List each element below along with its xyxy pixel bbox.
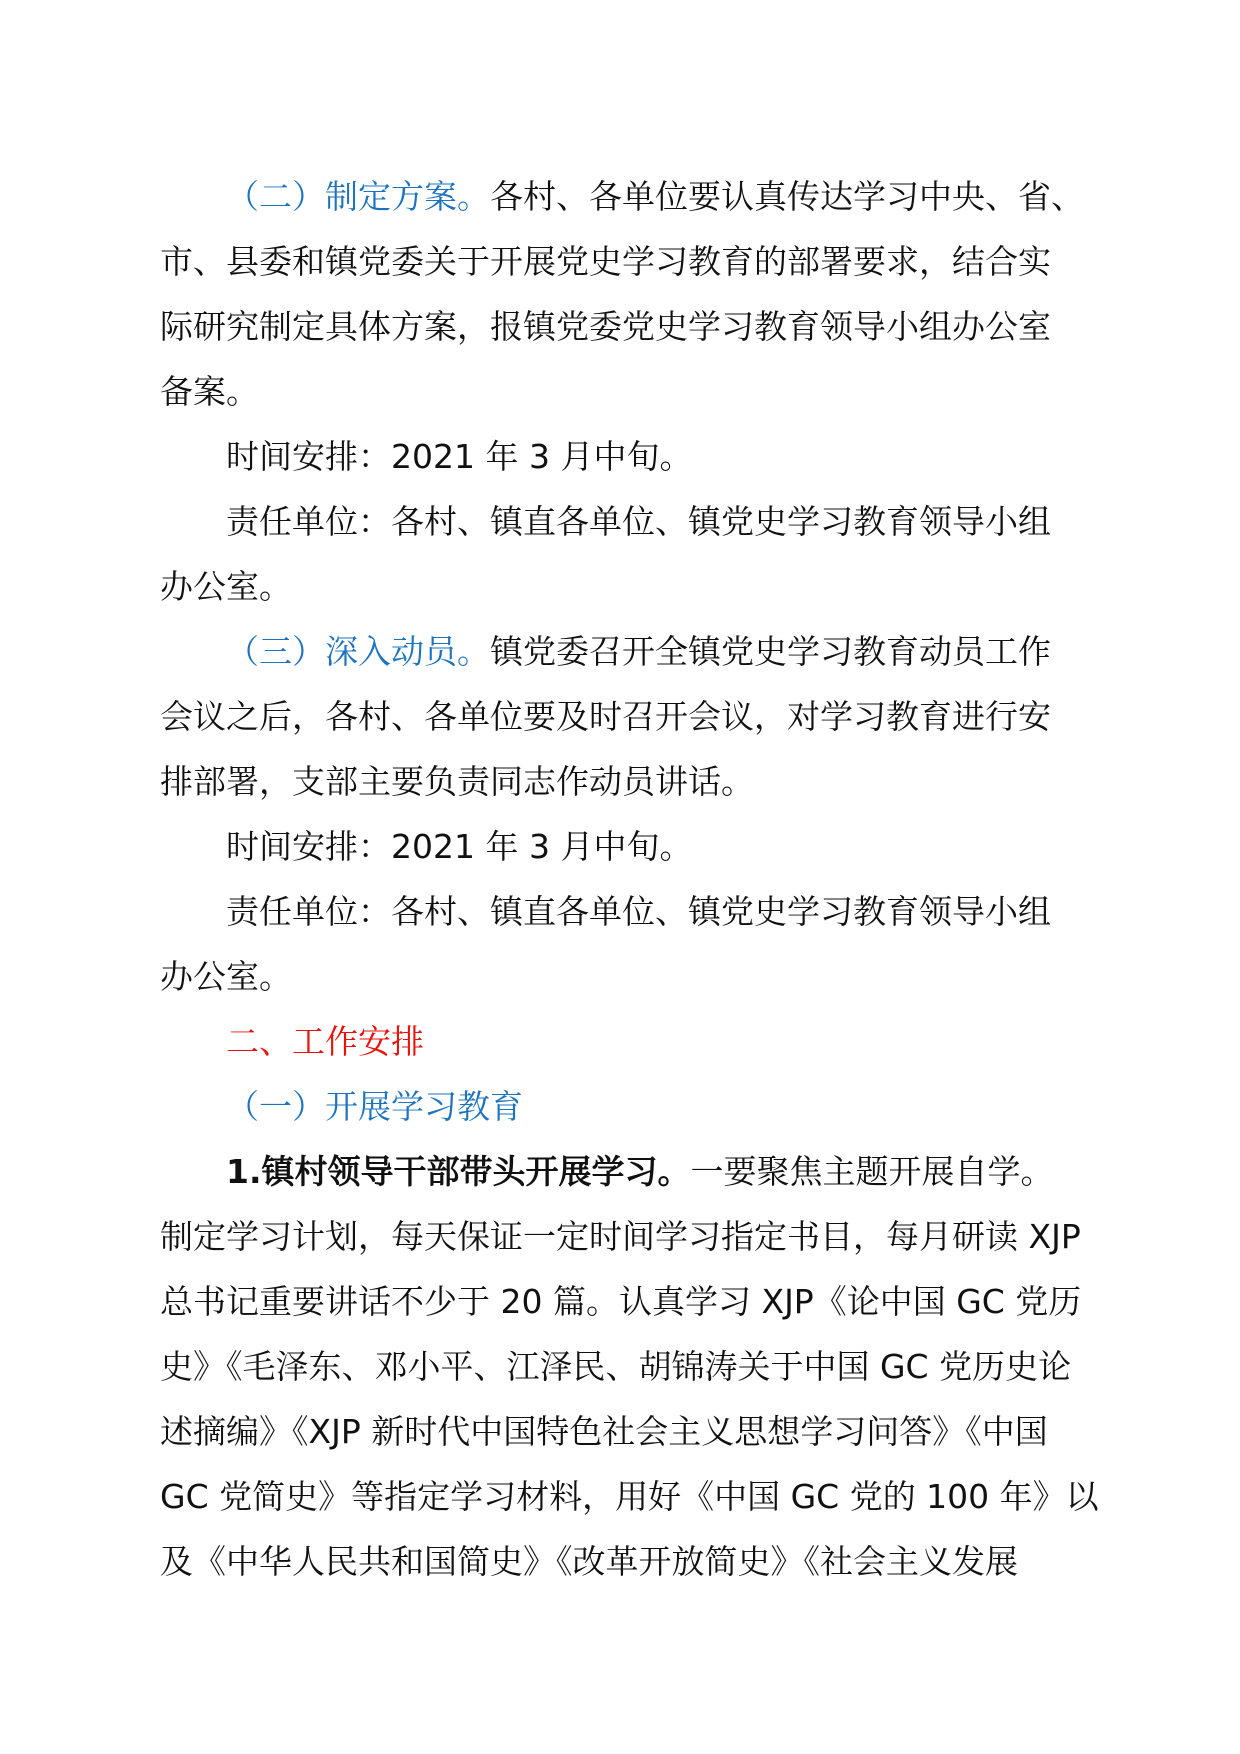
time-arrangement: 时间安排：2021 年 3 月中旬。 (226, 437, 693, 476)
subheading-study-education: （一）开展学习教育 (226, 1087, 523, 1126)
section-heading-work-arrangement: 二、工作安排 (226, 1022, 424, 1061)
paragraph-line (160, 164, 1100, 229)
paragraph-line: 备案。 (160, 372, 259, 411)
paragraph-line: 制定学习计划，每天保证一定时间学习指定书目，每月研读 XJP (160, 1217, 1081, 1256)
responsible-unit: 责任单位：各村、镇直各单位、镇党史学习教育领导小组 (226, 502, 1051, 541)
responsible-unit-cont: 办公室。 (160, 567, 292, 606)
paragraph-text: 各村、各单位要认真传达学习中央、省、 (490, 177, 1084, 216)
document-page (160, 164, 1100, 1594)
time-arrangement: 时间安排：2021 年 3 月中旬。 (226, 827, 693, 866)
paragraph-line: 市、县委和镇党委关于开展党史学习教育的部署要求，结合实 (160, 242, 1051, 281)
paragraph-line: 史》《毛泽东、邓小平、江泽民、胡锦涛关于中国 GC 党历史论 (160, 1347, 1072, 1386)
paragraph-line: 总书记重要讲话不少于 20 篇。认真学习 XJP《论中国 GC 党历 (160, 1282, 1082, 1321)
subheading-mobilize: （三）深入动员。 (226, 632, 490, 671)
paragraph-line: 会议之后，各村、各单位要及时召开会议，对学习教育进行安 (160, 697, 1051, 736)
paragraph-line: 述摘编》《XJP 新时代中国特色社会主义思想学习问答》《中国 (160, 1412, 1048, 1451)
paragraph-line: GC 党简史》等指定学习材料，用好《中国 GC 党的 100 年》以 (160, 1477, 1099, 1516)
item-heading-leaders-study: 1.镇村领导干部带头开展学习。 (226, 1152, 691, 1191)
responsible-unit: 责任单位：各村、镇直各单位、镇党史学习教育领导小组 (226, 892, 1051, 931)
paragraph-line (160, 619, 1100, 684)
paragraph-line: 排部署，支部主要负责同志作动员讲话。 (160, 762, 754, 801)
paragraph-line (160, 1139, 1100, 1204)
paragraph-text: 镇党委召开全镇党史学习教育动员工作 (490, 632, 1051, 671)
paragraph-text: 一要聚焦主题开展自学。 (690, 1152, 1054, 1191)
paragraph-line: 及《中华人民共和国简史》《改革开放简史》《社会主义发展 (160, 1542, 1018, 1581)
paragraph-line: 际研究制定具体方案，报镇党委党史学习教育领导小组办公室 (160, 307, 1051, 346)
responsible-unit-cont: 办公室。 (160, 957, 292, 996)
subheading-formulate-plan: （二）制定方案。 (226, 177, 490, 216)
